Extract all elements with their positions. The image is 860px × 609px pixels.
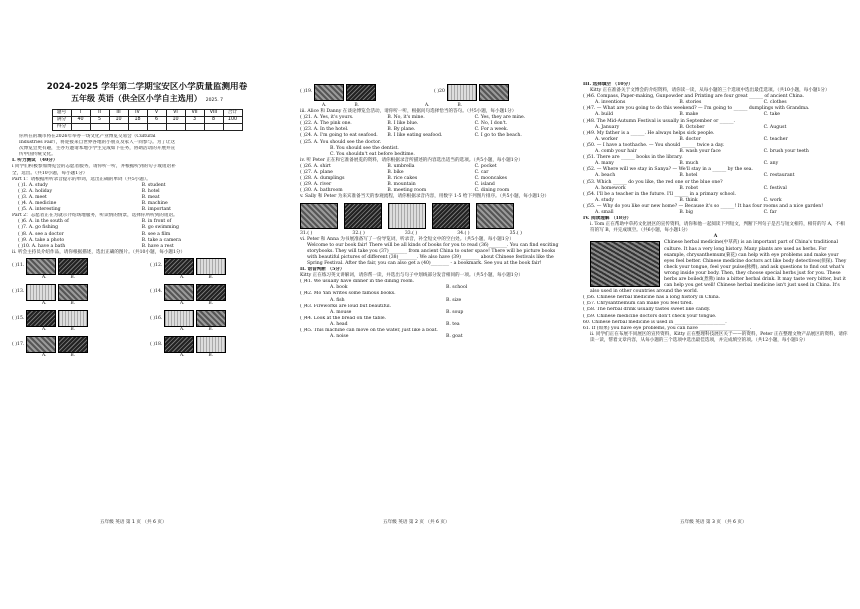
mcq-intro: Kitty 正在准备关于文博会的介绍资料，请你读一读，从每小题的三个选项中选出最佳选项。（共10小题，每小题1分） (590, 88, 830, 94)
mcq-option: A. comb your hair (595, 149, 637, 155)
option-a: ( )8. A. see a doctor (18, 231, 64, 237)
choice: ( )25. A. You should see the doctor. (300, 139, 382, 145)
picture-labels (12, 353, 144, 359)
order-blank: 35.( ) (509, 230, 522, 236)
choice: B. By plane. (387, 127, 416, 133)
score-cell: 5 (90, 117, 109, 124)
mcq-option: B. think (679, 197, 698, 203)
mcq-option: A. small (595, 209, 614, 215)
section-vi-heading: vi. Peter 和 Anna 为书展准备写了一份导览词，听录音，补全短文中的空白处。（共5小题，每小题1分） (300, 236, 514, 242)
question-number: ( )17. (12, 341, 25, 347)
score-cell: VI (166, 110, 185, 117)
mcq-question: ( )51. There are ______ books in the library. (583, 155, 683, 161)
choice-b: B. tea (446, 321, 460, 327)
question-20 (434, 84, 562, 101)
score-cell (109, 124, 128, 131)
phonics-question: ( )45. This machine can move on the water, just like a boat. (300, 328, 438, 333)
score-cell (90, 124, 109, 131)
label-b: B. (208, 274, 214, 280)
q41-45-list (300, 279, 562, 340)
choice: B. meeting room (387, 188, 427, 194)
question-number: ( )18. (150, 341, 163, 347)
choice: C. I go to the beach. (474, 133, 522, 139)
option-b-picture (58, 284, 88, 301)
q19-label-a: A. (322, 103, 327, 108)
choice: B. You should see the dentist. (330, 145, 399, 151)
option-a: ( )10. A. have a bath (18, 243, 66, 249)
choice: B. No, it's mine. (387, 115, 425, 121)
score-cell (185, 124, 204, 131)
choice: ( )26. A. shirt (300, 163, 331, 169)
part-1-items (12, 183, 282, 213)
mcq-options (583, 198, 848, 204)
choice-b: B. soup (446, 309, 464, 315)
section-iii-heading: iii. Alice 和 Danny 在谈论博览会活动，请你听一听，根据问句选择恰当的答句。（共5小题，每小题1分） (300, 109, 517, 115)
page-1 (12, 82, 282, 532)
picture-question (12, 284, 144, 307)
option-a: ( )5. A. interesting (18, 207, 61, 213)
mcq-question: ( )48. The Mid-Autumn Festival is usually in September or ______. (583, 118, 736, 124)
mcq-list (583, 94, 848, 216)
mcq-option: C. brush your teeth (763, 149, 809, 155)
choice: B. rice cakes (387, 176, 418, 182)
score-cell (147, 124, 166, 131)
exam-title: 2024-2025 学年第二学期宝安区小学质量监测用卷 (46, 82, 248, 92)
reading-ii-intro: ii. 同学们正在布展不同展区的宣传资料，Kitty 正在整理科技展区关于——的资料，Peter 正在整理文物产品展区的资料，请你读一读，帮着文章内容，从每小题的三个选项中选出最佳选项，并完成填空的项。（共12小题，每小题1分） (590, 331, 848, 343)
choice: C. Yes, they are mine. (474, 115, 526, 121)
passage-text: Chinese herbal medicine(中草药) is an important part of China's traditional culture. It has a very long history. Many plants are used as herbs. For example, chrysanthemum(菊花) can help with eye problems and make your eyes feel better. Chinese medicine doctors act like body detectives(侦探). They check your tongue, feel your pulse(脉搏), and ask questions to find out what's wrong inside your body. Then, they choose special herbs just for you. These herbs are boiled(煮沸) into a bitter herbal drink. It may taste very bitter, but it can help you get well! Chinese herbal medicine isn't just used in China. It's also used in other countries around the world. (590, 240, 847, 295)
option-b: B. in front of (141, 219, 172, 225)
score-cell (71, 124, 90, 131)
mcq-option: B. wash your face (679, 149, 721, 155)
phonics-options (300, 310, 562, 316)
score-cell: 满分 (52, 117, 71, 124)
option-b: B. important (141, 207, 172, 213)
picture-question (150, 284, 282, 307)
part-2-items (12, 219, 282, 249)
q19-picture-b (346, 84, 376, 101)
score-cell: 合计 (223, 110, 242, 117)
choice: ( )29. A. river (300, 182, 332, 188)
option-b: B. take a camera (141, 237, 181, 243)
choice-a: A. noise (330, 334, 349, 340)
option-b: B. meat (141, 194, 160, 200)
exam-subtitle (12, 94, 282, 106)
section-ii-phonics-heading: II. 语音判断 （5分） (300, 267, 345, 273)
score-cell: III (109, 110, 128, 117)
section-1-heading: I. 听力测试 （40分） (12, 158, 58, 164)
choice-a: A. fish (330, 297, 345, 303)
mcq-options (583, 186, 848, 192)
mcq-question: ( )47. — What are you going to do this weekend? — I'm going to ______ dumplings with Grandma. (583, 106, 810, 112)
q20-number: ( )20 (434, 89, 445, 95)
score-cell (166, 124, 185, 131)
choice: B. I like blue. (387, 121, 419, 127)
score-cell: 8 (204, 117, 223, 124)
part-1-heading: Part 1：请根据所听录音提示的单词，选出正确的单词（共5小题）。 (12, 176, 151, 182)
phonics-intro: Kitty 正在练习英文讲解词，请你帮一读，并选出与句子中划线部分发音相同的一项。（共5小题，每小题1分） (300, 273, 523, 279)
picture-labels (150, 327, 282, 333)
choice: ( )21. A. Yes, it's yours. (300, 115, 354, 121)
mcq-option: A. beach (595, 173, 616, 179)
choice: C. car (474, 170, 489, 176)
picture-row (150, 336, 282, 353)
mcq-options (583, 112, 848, 118)
mcq-options (583, 173, 848, 179)
label-b: B. (70, 353, 76, 359)
mcq-option: C. restaurant (763, 173, 795, 179)
herbal-medicine-illustration (590, 241, 660, 287)
choice: C. You shouldn't eat before bedtime. (330, 151, 415, 157)
option-b: B. machine (141, 201, 168, 207)
picture-labels (12, 301, 144, 307)
intro-line: 次博览会更有趣，主办方邀请本地小学生完成如下任务，协助活动的开展并宣 (19, 146, 176, 152)
score-cell (223, 124, 242, 131)
true-false-list (583, 295, 848, 332)
label-a: A. (42, 327, 47, 333)
question-number: ( )12. (150, 263, 163, 269)
order-blank: 34.( ) (457, 230, 470, 236)
option-a: ( )4. A. medicine (18, 201, 57, 207)
mcq-option: A. study (595, 197, 614, 203)
mcq-option: B. robot (679, 185, 699, 191)
mcq-option: A. inventions (595, 100, 626, 106)
tf-item: ( )59. Chinese medicine doctors don't check your tongue. (583, 313, 717, 319)
option-a-picture (164, 310, 194, 327)
section-v-heading: v. Sally 和 Peter 为来宾准备当天的参观流程，请你根据录音内容，用数字 1-5 给下列图片排序。（共5小题，每小题1分） (300, 194, 550, 200)
picture-row (12, 258, 144, 275)
choice: ( )30. A. bathroom (300, 188, 343, 194)
mcq-option: A. homework (595, 185, 626, 191)
tf-item: ( )58. The herbal drink usually tastes sweet like candy. (583, 307, 711, 313)
choice: ( )22. A. The pink one. (300, 121, 352, 127)
option-a-picture (164, 336, 194, 353)
picture-labels (150, 301, 282, 307)
picture-row (12, 336, 144, 353)
intro-line: 你所在的城市将在2026年举办一场文化产业博览交易会（Cultural (19, 134, 156, 139)
option-b: B. student (141, 182, 166, 188)
mcq-option: A. January (595, 124, 620, 130)
choice: C. For a week. (474, 127, 509, 133)
score-cell: VIII (204, 110, 223, 117)
q19-picture-a (314, 84, 344, 101)
score-cell: I (71, 110, 90, 117)
question-number: ( )13. (12, 289, 25, 295)
intro-paragraph (12, 134, 282, 158)
option-b-picture (196, 258, 226, 275)
q19-number: ( )19. (300, 89, 313, 95)
question-number: ( )15. (12, 315, 25, 321)
section-iii-mcq-heading: III. 选择填空 （10分） (583, 82, 633, 87)
phonics-options (300, 334, 562, 340)
choice: B. bike (387, 170, 404, 176)
picture-question (150, 258, 282, 281)
choice: C. dining room (474, 188, 510, 194)
picture-question (150, 310, 282, 333)
picture-question (12, 336, 144, 359)
mcq-question: ( )49. My father is a ______. He always helps sick people. (583, 130, 715, 136)
mcq-question: ( )50. — I have a toothache. — You should ______ twice a day. (583, 142, 725, 148)
answer-item (300, 152, 562, 158)
option-a-picture (26, 310, 56, 327)
label-a: A. (180, 327, 185, 333)
section-ii-heading: ii. 听会主持员介绍作品，请你根据描述，选出正确的图片。（共10小题，每小题1分） (12, 249, 186, 255)
option-b: B. hotel (141, 188, 160, 194)
option-b: B. go swimming (141, 225, 179, 231)
q20-label-a: A. (425, 103, 430, 108)
score-cell (204, 124, 223, 131)
picture-row (150, 284, 282, 301)
picture-row (12, 284, 144, 301)
phonics-question: ( )43. Fireworks are loud but beautiful. (300, 303, 392, 309)
mcq-option: C. any (763, 161, 779, 167)
passage-label: A (713, 234, 718, 240)
score-cell: 10 (109, 117, 128, 124)
q32-picture (344, 203, 382, 229)
option-a: ( )3. A. meet (18, 194, 47, 200)
tf-item: 60. Chinese herbal medicine is used in ______________________. (583, 319, 727, 325)
option-a-picture (164, 258, 194, 275)
choice: ( )23. A. In the hotel. (300, 127, 349, 133)
reading-intro: i. Tom 正在帮助中草药文化展区的宣传资料，请你和他一起阅读下列短文，判断下列句子是否与短文相符，相符的写 A，不相符的写 B，并完成填空。（共6小题，每小题1分） (590, 222, 845, 234)
score-cell: V (147, 110, 166, 117)
label-a: A. (180, 274, 185, 280)
question-number: ( )11. (12, 263, 25, 269)
part-2-heading: Part 2：志愿者正在为就示介绍场地服务，听读情的情景，选择你所听到的短语。 (12, 213, 178, 219)
choice: C. No, I don't. (474, 121, 508, 127)
q20-label-b: B. (457, 103, 463, 108)
mcq-question: ( )54. I'll be a teacher in the future. I'll ______ in a primary school. (583, 191, 737, 197)
q26-30-list (300, 164, 562, 194)
mcq-question: ( )53. Which ______ do you like, the red one or the blue one? (583, 179, 723, 185)
label-a: A. (42, 274, 47, 280)
picture-labels (12, 327, 144, 333)
page-1-footer: 五年级 英语 第 1 页 （共 6 页） (100, 520, 167, 525)
label-b: B. (208, 300, 214, 306)
section-1-intro-line: 全，选出。（共10小题，每小题1分） (12, 170, 88, 176)
picture-question (12, 310, 144, 333)
page-2 (300, 82, 562, 532)
picture-row (150, 258, 282, 275)
q31-35-pictures (300, 203, 562, 229)
mcq-option: C. take (763, 112, 781, 118)
score-cell: 18 (128, 117, 147, 124)
option-a-picture (164, 284, 194, 301)
choice-a: A. mouse (330, 309, 352, 315)
order-blank: 31.( ) (300, 230, 313, 236)
choice-b: B. size (446, 297, 462, 303)
option-b-picture (58, 336, 88, 353)
label-a: A. (180, 353, 185, 359)
option-a-picture (26, 336, 56, 353)
score-cell: 10 (166, 117, 185, 124)
picture-labels (12, 275, 144, 281)
label-b: B. (70, 274, 76, 280)
choice: ( )28. A. dumplings (300, 176, 345, 182)
choice-b: B. school (446, 285, 468, 291)
q20-picture-a (447, 84, 477, 101)
option-b-picture (196, 284, 226, 301)
order-blank: 32.( ) (352, 230, 365, 236)
mcq-option: C. work (763, 197, 782, 203)
mcq-option: A. worker (595, 136, 618, 142)
picture-question-grid (12, 258, 282, 359)
score-row (52, 110, 242, 117)
score-row (52, 117, 242, 124)
intro-line: Industries Fair），将迎接来自世界各地的小朋友及家人一同参与。为了让这 (19, 140, 176, 146)
picture-row (12, 310, 144, 327)
picture-labels (150, 353, 282, 359)
choice: B. mountain (387, 182, 416, 188)
page-3 (583, 82, 848, 532)
score-cell: II (90, 110, 109, 117)
mcq-option: C. far (763, 209, 777, 215)
option-a: ( )1. A. study (18, 182, 48, 188)
mcq-option: C. August (763, 124, 787, 130)
phonics-options (300, 298, 562, 304)
page-2-footer: 五年级 英语 第 2 页 （共 6 页） (383, 520, 450, 525)
score-cell: 6 (147, 117, 166, 124)
question-number: ( )14. (150, 289, 163, 295)
choice: B. I like eating seafood. (387, 133, 443, 139)
option-b-picture (196, 310, 226, 327)
choice: C. island (474, 182, 495, 188)
score-cell: IV (128, 110, 147, 117)
q21-25-list (300, 115, 562, 158)
mcq-question: ( )55. — Why do you like our new home? — Because it's so ______! It has four rooms and a nice garden! (583, 203, 824, 209)
tf-item: ( )57. Chrysanthemum can make you feel tired. (583, 301, 694, 307)
mcq-option: A. many (595, 161, 614, 167)
question-19 (300, 84, 428, 101)
score-cell: 40 (71, 117, 90, 124)
section-iv-heading: iv. 听 Peter 正在和它准备展览的资料，请你根据录音所描述的内容选出适当的选项。（共5小题，每小题1分） (300, 157, 523, 163)
option-b-picture (58, 258, 88, 275)
mcq-option: B. October (679, 124, 705, 130)
picture-question (12, 258, 144, 281)
choice-a: A. book (330, 285, 348, 291)
choice: B. umbrella (387, 163, 415, 169)
mcq-question: ( )46. Compass, Paper-making, Gunpowder and Printing are four great ______ of ancient China. (583, 94, 805, 100)
mcq-option: B. doctor (679, 136, 701, 142)
score-cell: 得分 (52, 124, 71, 131)
mcq-options (583, 125, 848, 131)
choice: C. pocket (474, 163, 497, 169)
intro-line: 传中国传统文化。 (19, 152, 56, 158)
option-b-picture (58, 310, 88, 327)
option-a-picture (26, 284, 56, 301)
q35-picture (476, 203, 514, 229)
section-iv-reading-heading: IV. 阅读理解 （18分） (583, 216, 632, 222)
q31-35-labels (300, 231, 562, 237)
score-row (52, 124, 242, 131)
q33-picture (388, 203, 426, 229)
mcq-option: C. teacher (763, 136, 788, 142)
label-b: B. (70, 327, 76, 333)
q31-picture (300, 203, 338, 229)
tf-item: 61. If (如果) you have eye problems, you can have ______________________. (583, 325, 752, 331)
phonics-question: ( )41. We usually have dinner in the dining room. (300, 279, 415, 285)
label-a: A. (42, 353, 47, 359)
option-a: ( )9. A. take a photo (18, 237, 65, 243)
mcq-option: B. stories (679, 100, 702, 106)
choice: ( )27. A. plane (300, 170, 333, 176)
q20-picture-b (479, 84, 509, 101)
tf-item: ( )56. Chinese herbal medicine has a long history in China. (583, 295, 721, 301)
choice: ( )24. A. I'm going to eat seafood. (300, 133, 378, 139)
mcq-question: ( )52. — Where will we stay in Sanya? — We'll stay in a ______ by the sea. (583, 167, 753, 173)
q19-q20-row (300, 84, 562, 101)
section-1-intro-line: i 同学们积极参加博览会的志愿者服务，请你听一听，并根据听到的句子或短语补 (12, 164, 176, 170)
picture-row (150, 310, 282, 327)
option-a: ( )7. A. go fishing (18, 225, 59, 231)
score-table (52, 109, 243, 131)
phonics-question: ( )44. Look at the bread on the table. (300, 315, 387, 321)
option-b-picture (196, 336, 226, 353)
picture-labels (150, 275, 282, 281)
q34-picture (432, 203, 470, 229)
label-a: A. (180, 300, 185, 306)
mcq-option: B. much (679, 161, 699, 167)
book-fair-passage: Welcome to our book fair! There will be all kinds of books for you to read (36)________. You can find exciting storybooks. They will take you (37)________ from ancient China to outer space! There will be picture books with beautiful pictures of different (38)________. We also have (39)________ about Chinese festivals like the Spring Festival. After the fair, you can also get a (40)________ - a bookmark. See you at the book fair! (307, 242, 559, 266)
page-3-footer: 五年级 英语 第 3 页 （共 6 页） (680, 520, 747, 525)
option-a: ( )2. A. holiday (18, 188, 53, 194)
mcq-option: B. make (679, 112, 699, 118)
score-cell: VII (185, 110, 204, 117)
score-cell (128, 124, 147, 131)
section-1-intro (12, 164, 282, 176)
label-b: B. (208, 353, 214, 359)
option-b: B. have a rest (141, 243, 174, 249)
option-b: B. see a film (141, 231, 171, 237)
mcq-option: C. clothes (763, 100, 787, 106)
score-cell: 3 (185, 117, 204, 124)
order-blank: 33.( ) (404, 230, 418, 236)
exam-date: 2025. 7 (205, 98, 223, 103)
picture-question (150, 336, 282, 359)
herbal-medicine-passage (583, 240, 848, 295)
subtitle-text: 五年级 英语（供全区小学自主选用） (71, 94, 202, 103)
label-a: A. (42, 300, 47, 306)
label-b: B. (70, 300, 76, 306)
mcq-option: A. build (595, 112, 614, 118)
choice-a: A. head (330, 321, 348, 327)
phonics-question: ( )42. Mo Yan writes some famous books. (300, 291, 396, 297)
score-cell: 100 (223, 117, 242, 124)
choice: C. mooncakes (474, 176, 507, 182)
option-a-picture (26, 258, 56, 275)
question-number: ( )16. (150, 315, 163, 321)
choice-b: B. goat (446, 334, 463, 340)
label-b: B. (208, 327, 214, 333)
mcq-option: C. festival (763, 185, 787, 191)
mcq-option: B. hotel (679, 173, 698, 179)
option-a: ( )6. A. in the south of (18, 219, 69, 225)
score-cell: 题号 (52, 110, 71, 117)
q19-label-b: B. (354, 103, 360, 108)
mcq-option: B. big (679, 209, 693, 215)
